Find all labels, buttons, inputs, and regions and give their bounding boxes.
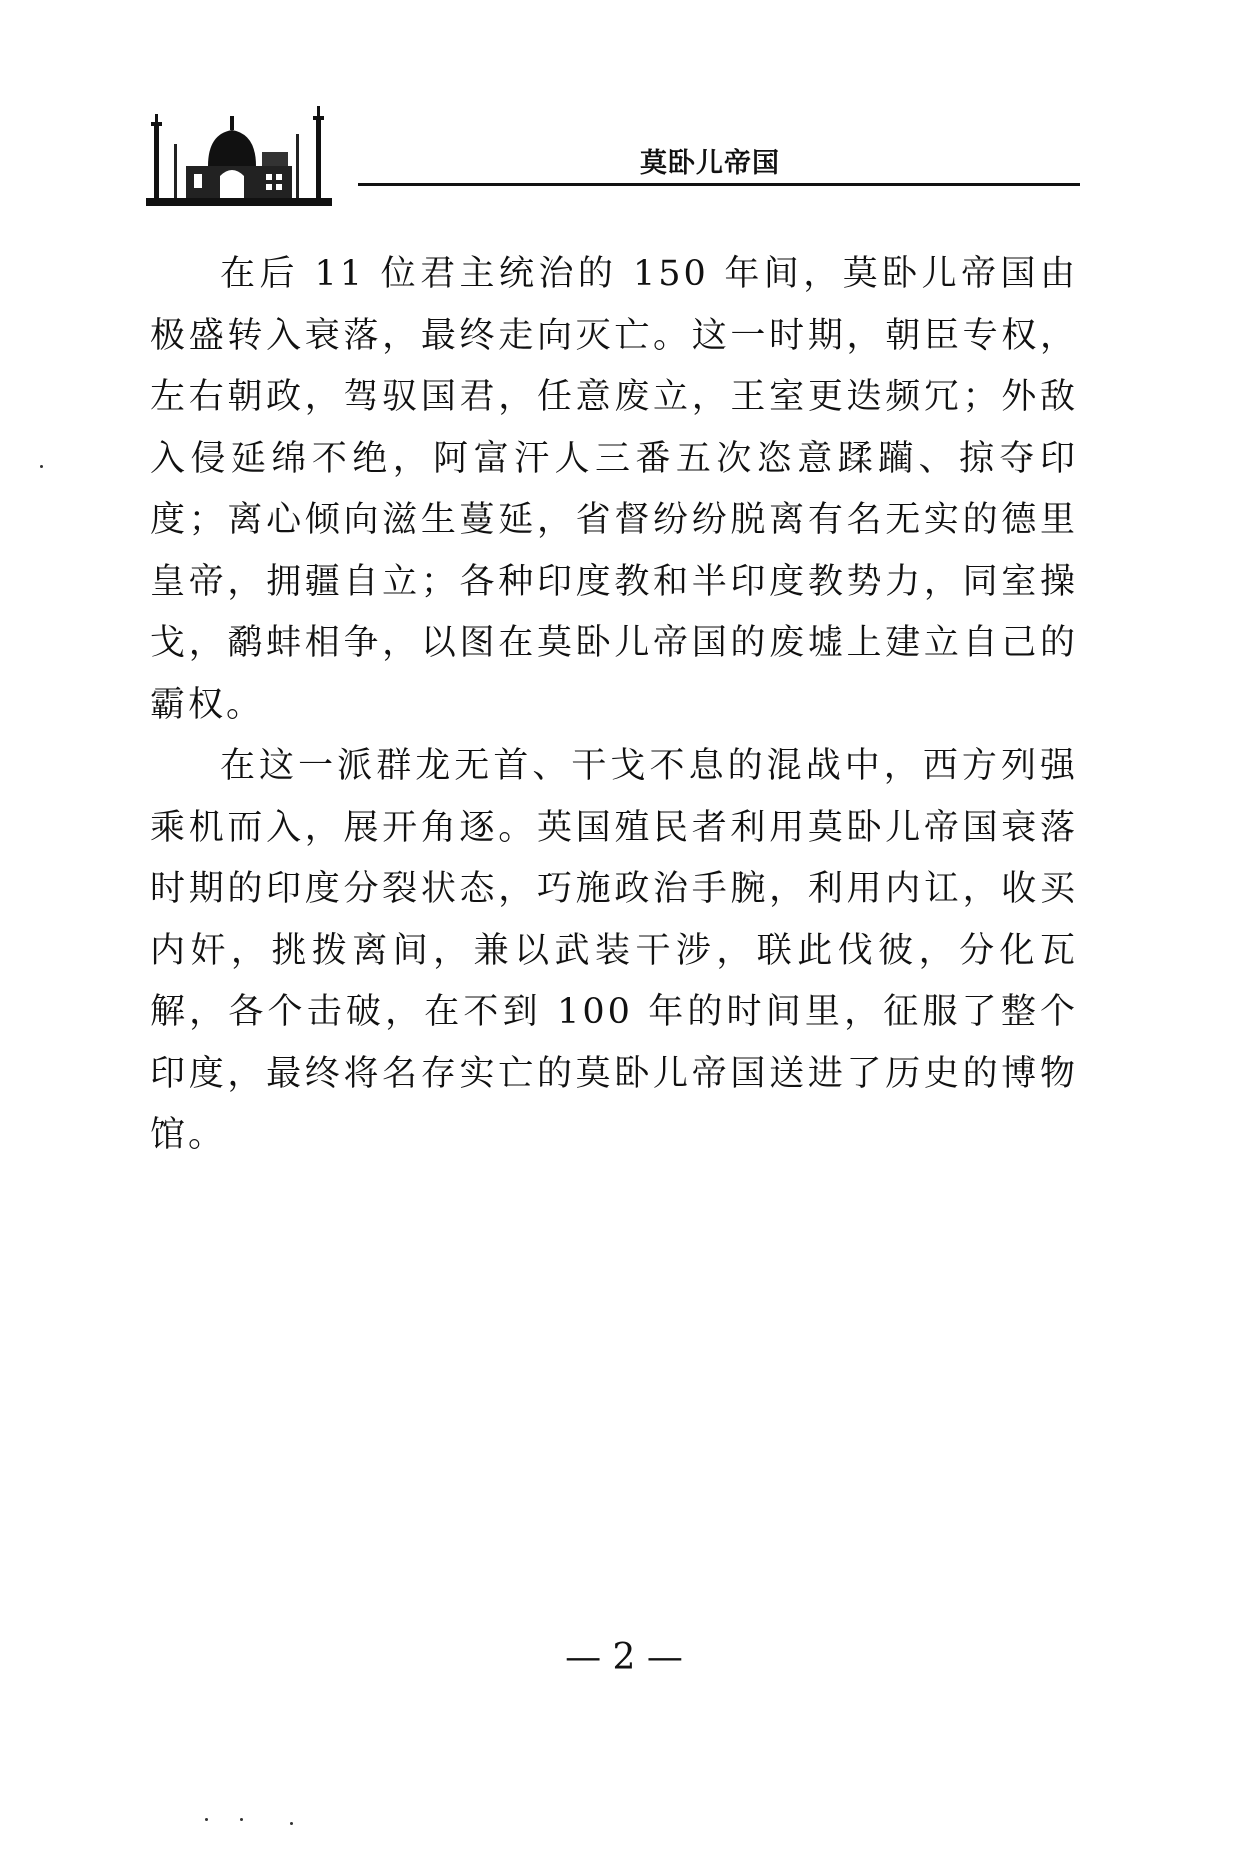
page-number: — 2 —: [565, 1637, 683, 1678]
mughal-palace-icon: [146, 104, 332, 208]
page-header: [0, 0, 1248, 230]
running-header-title: 莫卧儿帝国: [640, 148, 780, 179]
header-rule: [358, 183, 1080, 186]
page-body: [150, 244, 1078, 1167]
paragraph: 在后 11 位君主统治的 150 年间，莫卧儿帝国由极盛转入衰落，最终走向灭亡。这一时期，朝臣专权，左右朝政，驾驭国君，任意废立，王室更迭频冗；外敌入侵延绵不绝，阿富汗人三番五次恣意蹂躏、掠夺印度；离心倾向滋生蔓延，省督纷纷脱离有名无实的德里皇帝，拥疆自立；各种印度教和半印度教势力，同室操戈，鹬蚌相争，以图在莫卧儿帝国的废墟上建立自己的霸权。: [150, 254, 1078, 725]
scan-speck: [290, 1822, 293, 1825]
scan-speck: [40, 465, 43, 468]
scan-speck: [240, 1818, 243, 1821]
scan-speck: [205, 1818, 208, 1821]
paragraph: 在这一派群龙无首、干戈不息的混战中，西方列强乘机而入，展开角逐。英国殖民者利用莫卧儿帝国衰落时期的印度分裂状态，巧施政治手腕，利用内讧，收买内奸，挑拨离间，兼以武装干涉，联此伐彼，分化瓦解，各个击破，在不到 100 年的时间里，征服了整个印度，最终将名存实亡的莫卧儿帝国送进了历史的博物馆。: [150, 746, 1078, 1155]
